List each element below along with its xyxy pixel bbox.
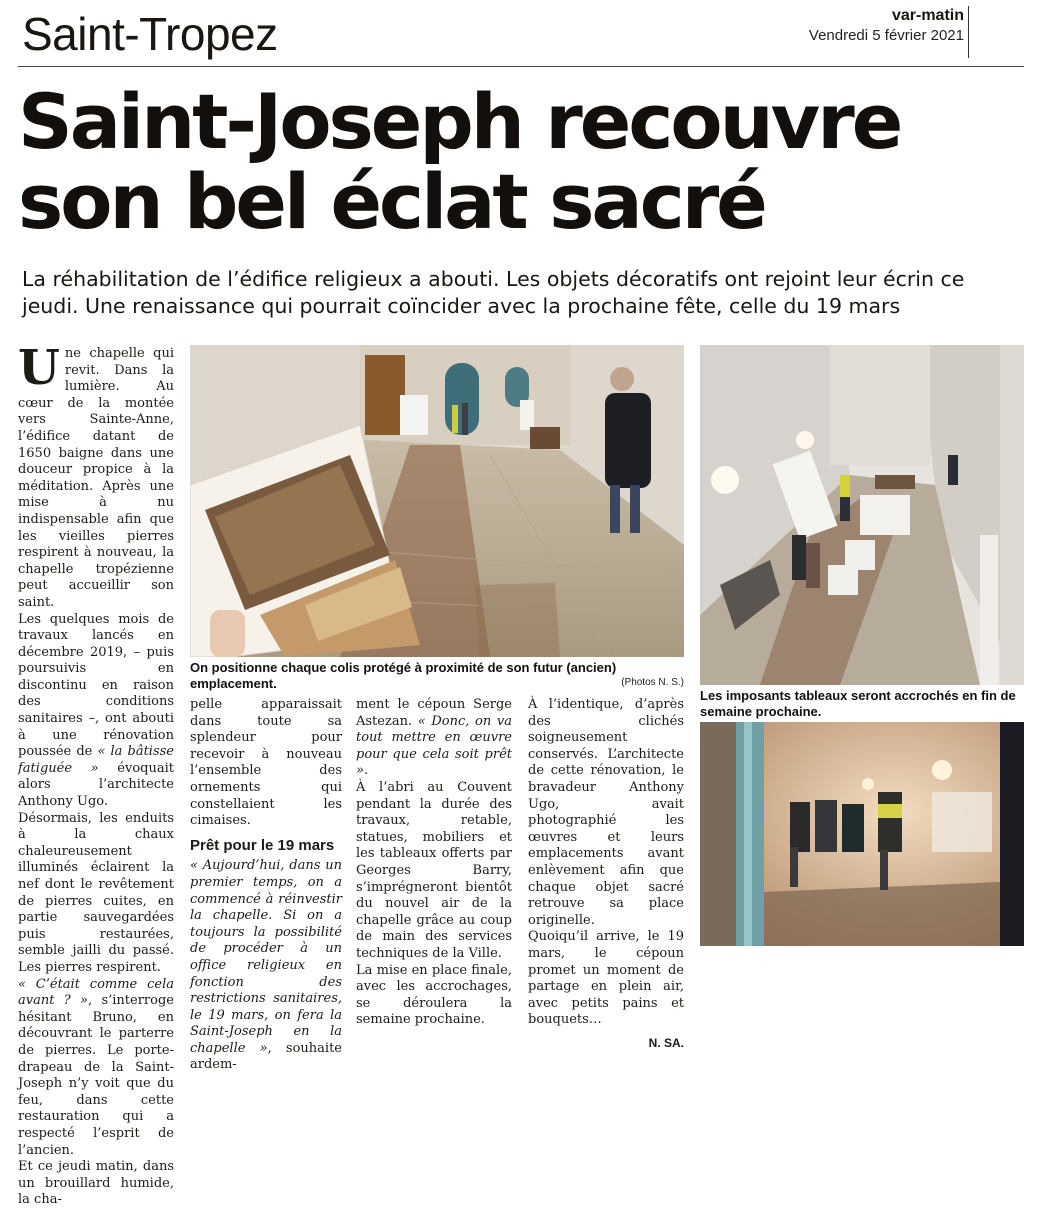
paragraph-12: Quoiqu’il arrive, le 19 mars, le cépoun promet un moment de partage en plein air, avec petits pains et bouquets… — [528, 929, 684, 1028]
paragraph-5: Et ce jeudi matin, dans un brouillard humide, la cha- — [18, 1159, 174, 1208]
right-top-photo — [700, 345, 1024, 685]
main-photo-caption: On positionne chaque colis protégé à proximité de son futur (ancien) emplacement. — [190, 660, 617, 691]
paragraph-10: La mise en place finale, avec les accrochages, se déroulera la semaine prochaine. — [356, 962, 512, 1028]
lede: La réhabilitation de l’édifice religieux a abouti. Les objets décoratifs ont rejoint leur écrin ce jeudi. Une renaissance qui pourrait coïncider avec la prochaine fête, celle du 19 mars — [22, 267, 965, 318]
paragraph-6: pelle apparaissait dans toute sa splendeur pour recevoir à nouveau l’ensemble des ornements qui constellaient les cimaises. — [190, 697, 342, 829]
chapel-interior-illustration — [190, 345, 684, 657]
paragraph-11: À l’identique, d’après des clichés soigneusement conservés. L’architecte de cette rénovation, le bravadeur Anthony Ugo, avait photographié les œuvres et leurs emplacements avant enlèvement afin que chaque objet sacré retrouve sa place originelle. — [528, 697, 684, 928]
publication-date: Vendredi 5 février 2021 — [808, 27, 964, 44]
section-rubric: Saint-Tropez — [22, 8, 278, 60]
right-bottom-photo — [700, 722, 1024, 946]
paragraph-4: « C’était comme cela avant ? », s’interroge hésitant Bruno, en découvrant le parterre de pierres. Le porte-drapeau de la Saint-Joseph n’y voit que du feu, dans cette restauration qui a respecté l’esprit de l’ancien. — [18, 976, 174, 1158]
paragraph-7: « Aujourd’hui, dans un premier temps, on a commencé à réinvestir la chapelle. Si on a toujours la possibilité de procéder à un office religieux en fonction des restrictions sanitaires, le 19 mars, on fera la Saint-Joseph en la chapelle », souhaite ardem- — [190, 858, 342, 1073]
main-photo — [190, 345, 684, 657]
drop-cap: U — [18, 340, 60, 396]
headline-line-2: son bel éclat sacré — [18, 157, 765, 246]
subheading: Prêt pour le 19 mars — [190, 836, 335, 854]
article-column-2 — [190, 697, 342, 1074]
right-top-photo-caption: Les imposants tableaux seront accrochés en fin de semaine prochaine. — [700, 688, 1016, 719]
main-photo-credit: (Photos N. S.) — [621, 677, 684, 688]
nave-overhead-illustration — [700, 345, 1024, 685]
author-signature: N. SA. — [648, 1035, 684, 1050]
newspaper-name: var-matin — [891, 7, 964, 24]
masthead-divider — [968, 6, 969, 58]
fog-doorway-illustration — [700, 722, 1024, 946]
article-column-1 — [18, 340, 174, 1209]
article-column-4 — [528, 697, 684, 1051]
paragraph-1: Une chapelle qui revit. Dans la lumière. Au cœur de la montée vers Sainte-Anne, l’édifice datant de 1650 baigne dans une douceur propice à la méditation. Après une mise à nu indispensable afin que les vieilles pierres respirent à nouveau, la chapelle tropézienne peut accueillir son saint. — [18, 340, 174, 610]
headline-line-1: Saint-Joseph recouvre — [18, 77, 901, 166]
masthead — [809, 6, 964, 46]
header-rule — [18, 66, 1024, 67]
headline — [18, 77, 1018, 246]
article-column-3 — [356, 697, 512, 1029]
paragraph-3: Désormais, les enduits à la chaux chaleureusement illuminés éclairent la nef dont le revêtement de pierres cuites, en partie sauvegardées puis restaurées, semble jailli du passé. Les pierres respirent. — [18, 810, 174, 975]
paragraph-8: ment le cépoun Serge Astezan. « Donc, on va tout mettre en œuvre pour que cela soit prêt ». — [356, 697, 512, 779]
paragraph-9: À l’abri au Couvent pendant la durée des travaux, retable, statues, mobiliers et les tableaux offerts par Georges Barry, s’imprégneront bientôt du nouvel air de la chapelle grâce au coup de main des services techniques de la Ville. — [356, 779, 512, 961]
paragraph-2: Les quelques mois de travaux lancés en décembre 2019, – puis poursuivis en discontinu en raison des conditions sanitaires –, ont abouti à une rénovation poussée de « la bâtisse fatiguée » évoquait alors l’architecte Anthony Ugo. — [18, 611, 174, 810]
